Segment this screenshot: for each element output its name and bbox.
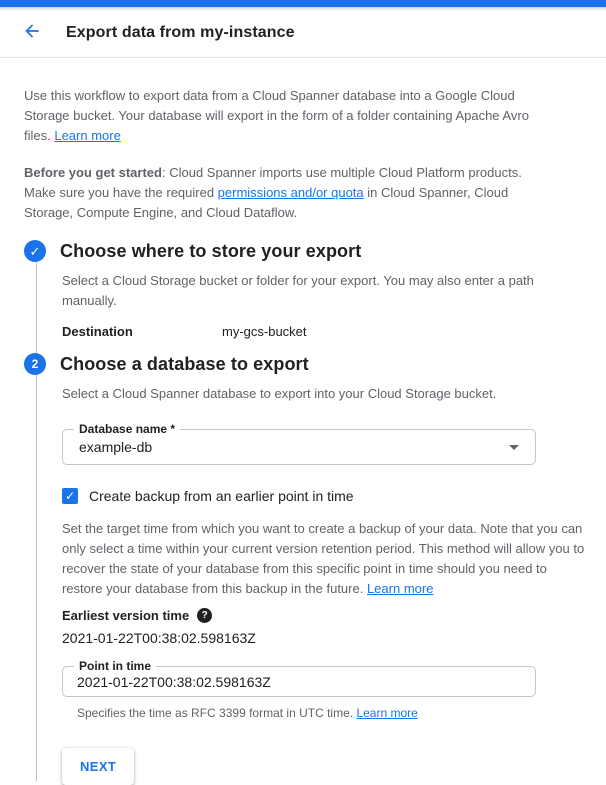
before-you-start-text-end: in Cloud Spanner, Cloud Storage, Compute Engine, and Cloud Dataflow. (24, 185, 509, 220)
learn-more-link-helper[interactable]: Learn more (356, 706, 418, 720)
step-1-description: Select a Cloud Storage bucket or folder for your export. You may also enter a path manually. (62, 273, 534, 308)
permissions-quota-link[interactable]: permissions and/or quota (217, 185, 364, 200)
database-name-select[interactable] (62, 422, 536, 465)
step-1-title: Choose where to store your export (60, 240, 362, 261)
before-you-start-lead: Before you get started (24, 165, 162, 180)
database-name-label: Database name * (74, 422, 180, 436)
earliest-version-label: Earliest version time (62, 608, 190, 623)
step-2-title: Choose a database to export (60, 353, 309, 374)
top-accent-bar (0, 0, 606, 7)
learn-more-link-intro[interactable]: Learn more (54, 128, 121, 143)
step-1-body (36, 262, 606, 353)
backup-checkbox[interactable] (62, 488, 78, 504)
database-name-value: example-db (79, 439, 153, 455)
backup-checkbox-row[interactable] (62, 488, 606, 504)
checkbox-check-icon: ✓ (64, 489, 76, 503)
point-in-time-label: Point in time (74, 659, 156, 673)
backup-description-text: Set the target time from which you want to create a backup of your data. Note that you can only select a time within your current version retention period. This method will allow you to recover the state of your database from this specific point in time should you need to restore your database from this backup in the future. (62, 521, 585, 596)
earliest-version-row (62, 608, 606, 623)
destination-value: my-gcs-bucket (222, 324, 307, 339)
step-2 (0, 353, 606, 781)
intro-paragraph (24, 86, 548, 146)
step-2-body (36, 375, 606, 781)
help-icon[interactable] (197, 608, 212, 623)
destination-label: Destination (62, 324, 133, 339)
check-icon: ✓ (29, 243, 41, 259)
step-2-number-badge (24, 353, 46, 375)
step-1-complete-badge (24, 240, 46, 262)
earliest-version-value: 2021-01-22T00:38:02.598163Z (62, 630, 256, 646)
learn-more-link-backup[interactable]: Learn more (366, 581, 434, 596)
step-1 (0, 240, 606, 353)
intro-section (0, 58, 606, 223)
intro-text: Use this workflow to export data from a Cloud Spanner database into a Google Cloud Storage bucket. Your database will export in the form of a folder containing Apache Avro files. (24, 88, 529, 143)
point-in-time-field (62, 659, 536, 697)
point-in-time-helper (62, 706, 606, 721)
page-title: Export data from my-instance (66, 24, 295, 41)
page-header (0, 11, 606, 58)
arrow-back-icon (22, 21, 42, 46)
step-2-number: 2 (31, 357, 39, 371)
help-glyph: ? (201, 609, 208, 621)
step-1-header (0, 240, 606, 262)
next-button[interactable]: NEXT (62, 748, 134, 785)
backup-description (62, 519, 589, 599)
helper-text: Specifies the time as RFC 3399 format in UTC time. (77, 706, 357, 720)
backup-checkbox-label: Create backup from an earlier point in time (89, 488, 354, 504)
chevron-down-icon (509, 445, 519, 450)
destination-row (62, 324, 606, 339)
back-button[interactable] (20, 21, 44, 45)
step-2-header (0, 353, 606, 375)
before-you-start-paragraph (24, 163, 548, 223)
step-2-description: Select a Cloud Spanner database to export into your Cloud Storage bucket. (62, 386, 497, 401)
before-you-start-text: : Cloud Spanner imports use multiple Cloud Platform products. Make sure you have the required (24, 165, 522, 200)
